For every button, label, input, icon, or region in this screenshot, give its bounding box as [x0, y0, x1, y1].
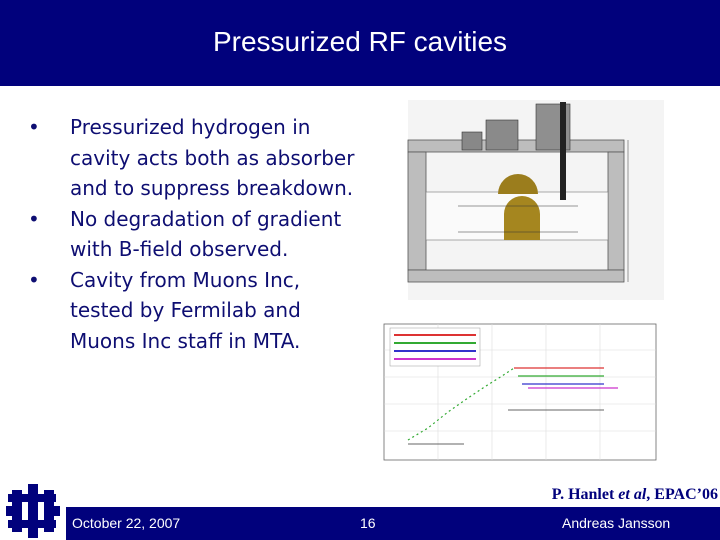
footer-page-number: 16 [360, 515, 376, 531]
bullet-item [28, 204, 368, 265]
bullet-list [28, 112, 368, 356]
cavity-drawing [408, 100, 664, 300]
gradient-plot [368, 318, 664, 478]
bullet-marker: • [28, 206, 40, 231]
credit-suffix: , EPAC’06 [646, 486, 718, 503]
figure-credit [552, 486, 718, 504]
bullet-item [28, 112, 368, 204]
bullet-text: Cavity from Muons Inc, tested by Fermilab and Muons Inc staff in MTA. [70, 267, 301, 353]
bullet-marker: • [28, 267, 40, 292]
bullet-item [28, 265, 368, 357]
bullet-marker: • [28, 115, 40, 139]
bullet-text: Pressurized hydrogen in cavity acts both as absorber and to suppress breakdown. [70, 115, 355, 200]
bullet-text: No degradation of gradient with B-field observed. [70, 206, 342, 261]
credit-italic: et al [618, 486, 647, 503]
slide-title: Pressurized RF cavities [212, 26, 508, 57]
footer-author: Andreas Jansson [562, 515, 671, 531]
credit-prefix: P. Hanlet [551, 486, 619, 503]
fermilab-logo-icon [0, 482, 66, 540]
footer-date: October 22, 2007 [72, 515, 181, 531]
cavity-figure [368, 100, 664, 478]
